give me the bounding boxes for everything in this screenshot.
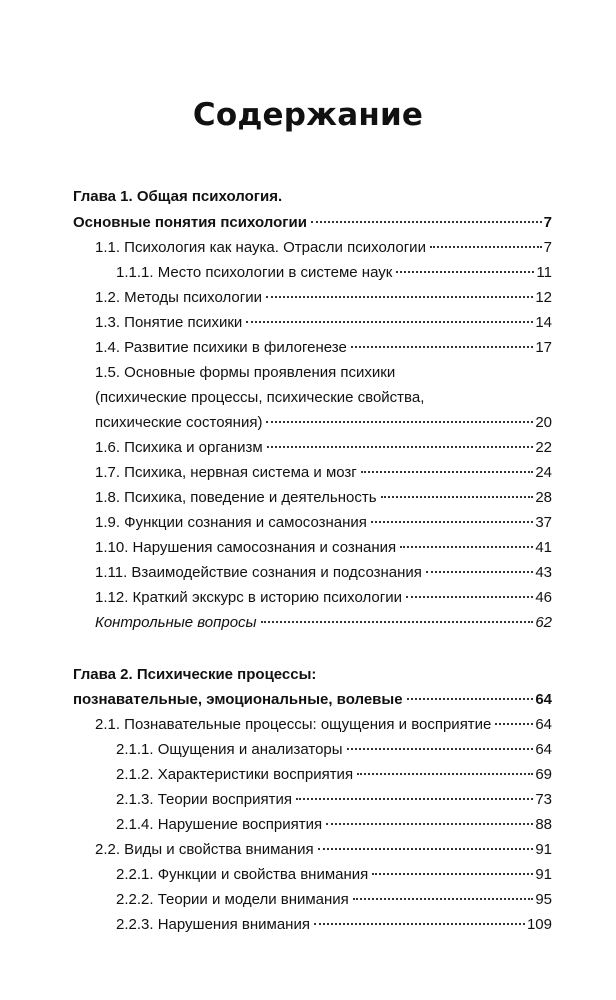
toc-page-number: 46 bbox=[535, 589, 552, 606]
toc-entry-title: Глава 1. Общая психология. bbox=[73, 188, 283, 205]
toc-page-number: 37 bbox=[535, 514, 552, 531]
toc-page-number: 41 bbox=[535, 539, 552, 556]
toc-entry bbox=[116, 788, 552, 812]
toc-leader-dots bbox=[426, 571, 533, 573]
toc-leader-dots bbox=[296, 798, 533, 800]
toc-page-number: 95 bbox=[535, 891, 552, 908]
toc-entry bbox=[95, 311, 552, 335]
toc-entry-title: 1.1. Психология как наука. Отрасли психологии bbox=[95, 239, 426, 256]
toc-entry-title: 1.10. Нарушения самосознания и сознания bbox=[95, 539, 397, 556]
toc-entry-title: 2.1.1. Ощущения и анализаторы bbox=[116, 741, 343, 758]
toc-entry-title: 2.2.1. Функции и свойства внимания bbox=[116, 866, 369, 883]
toc-entry-title: 2.1.2. Характеристики восприятия bbox=[116, 766, 354, 783]
toc-entry bbox=[116, 888, 552, 912]
toc-entry-title: 1.5. Основные формы проявления психики bbox=[95, 364, 396, 381]
toc-page-number: 22 bbox=[535, 439, 552, 456]
toc-entry-title: психические состояния) bbox=[95, 414, 263, 431]
toc-entry-title: Контрольные вопросы bbox=[95, 614, 257, 631]
toc-entry bbox=[73, 663, 552, 687]
toc-entry bbox=[95, 486, 552, 510]
toc-leader-dots bbox=[495, 723, 533, 725]
page-title: Содержание bbox=[192, 97, 424, 133]
toc-leader-dots bbox=[347, 748, 534, 750]
toc-entry-title: 1.12. Краткий экскурс в историю психологии bbox=[95, 589, 402, 606]
toc-entry bbox=[116, 913, 552, 937]
toc-leader-dots bbox=[372, 873, 533, 875]
toc-entry bbox=[95, 411, 552, 435]
toc-leader-dots bbox=[361, 471, 534, 473]
toc-entry-title: 1.7. Психика, нервная система и мозг bbox=[95, 464, 357, 481]
toc-page-number: 24 bbox=[535, 464, 552, 481]
toc-leader-dots bbox=[396, 271, 534, 273]
toc-entry bbox=[116, 863, 552, 887]
toc-page-number: 12 bbox=[535, 289, 552, 306]
toc-page-number: 64 bbox=[535, 716, 552, 733]
toc-entry bbox=[116, 813, 552, 837]
toc-entry-title: 1.6. Психика и организм bbox=[95, 439, 263, 456]
toc-page-number: 91 bbox=[535, 841, 552, 858]
toc-entry bbox=[95, 561, 552, 585]
toc-leader-dots bbox=[351, 346, 534, 348]
toc-entry bbox=[95, 436, 552, 460]
toc-page-number: 28 bbox=[535, 489, 552, 506]
toc-entry-title: 1.2. Методы психологии bbox=[95, 289, 262, 306]
toc-entry bbox=[95, 511, 552, 535]
toc-entry-title: 1.4. Развитие психики в филогенезе bbox=[95, 339, 347, 356]
toc-entry-title: 2.1. Познавательные процессы: ощущения и восприятие bbox=[95, 716, 492, 733]
toc-leader-dots bbox=[406, 596, 533, 598]
toc-entry bbox=[95, 713, 552, 737]
toc-entry-title: Основные понятия психологии bbox=[73, 214, 307, 231]
toc-entry-title: 1.11. Взаимодействие сознания и подсознания bbox=[95, 564, 422, 581]
toc-leader-dots bbox=[261, 621, 534, 623]
toc-leader-dots bbox=[430, 246, 542, 248]
toc-page-number: 64 bbox=[535, 691, 552, 708]
toc-page-number: 20 bbox=[535, 414, 552, 431]
toc-entry bbox=[95, 361, 552, 385]
toc-page-number: 88 bbox=[535, 816, 552, 833]
toc-entry-title: 1.3. Понятие психики bbox=[95, 314, 243, 331]
toc-entry bbox=[95, 838, 552, 862]
toc-leader-dots bbox=[381, 496, 534, 498]
toc-entry bbox=[116, 261, 552, 285]
toc-entry bbox=[73, 688, 552, 712]
toc-entry bbox=[95, 336, 552, 360]
toc-leader-dots bbox=[353, 898, 534, 900]
toc-page-number: 64 bbox=[535, 741, 552, 758]
toc-entry-title: 2.2.2. Теории и модели внимания bbox=[116, 891, 349, 908]
toc-leader-dots bbox=[311, 221, 542, 223]
toc-leader-dots bbox=[246, 321, 533, 323]
toc-entry bbox=[95, 586, 552, 610]
toc-leader-dots bbox=[267, 446, 534, 448]
toc-entry bbox=[73, 185, 552, 209]
toc-page-number: 14 bbox=[535, 314, 552, 331]
toc-entry-title: 2.2. Виды и свойства внимания bbox=[95, 841, 314, 858]
toc-entry bbox=[95, 236, 552, 260]
toc-leader-dots bbox=[266, 421, 533, 423]
toc-entry-title: 2.2.3. Нарушения внимания bbox=[116, 916, 310, 933]
toc-leader-dots bbox=[400, 546, 533, 548]
toc-leader-dots bbox=[266, 296, 533, 298]
toc-entry-title: (психические процессы, психические свойства, bbox=[95, 389, 425, 406]
toc-entry bbox=[116, 738, 552, 762]
toc-entry bbox=[73, 211, 552, 235]
toc-entry bbox=[116, 763, 552, 787]
toc-entry bbox=[95, 536, 552, 560]
toc-leader-dots bbox=[326, 823, 533, 825]
toc-leader-dots bbox=[407, 698, 534, 700]
toc-leader-dots bbox=[371, 521, 533, 523]
toc-page-number: 73 bbox=[535, 791, 552, 808]
toc-leader-dots bbox=[314, 923, 525, 925]
toc-leader-dots bbox=[318, 848, 534, 850]
toc-entry bbox=[95, 286, 552, 310]
toc-entry bbox=[95, 611, 552, 635]
toc-page-number: 17 bbox=[535, 339, 552, 356]
toc-entry-title: 2.1.4. Нарушение восприятия bbox=[116, 816, 323, 833]
toc-page-number: 109 bbox=[526, 916, 552, 933]
toc-page-number: 11 bbox=[536, 264, 552, 281]
toc-leader-dots bbox=[357, 773, 533, 775]
toc-page-number: 43 bbox=[535, 564, 552, 581]
toc-entry-title: 2.1.3. Теории восприятия bbox=[116, 791, 292, 808]
toc-page-number: 62 bbox=[535, 614, 552, 631]
toc-entry-title: Глава 2. Психические процессы: bbox=[73, 666, 317, 683]
toc-entry-title: познавательные, эмоциональные, волевые bbox=[73, 691, 403, 708]
toc-page-number: 91 bbox=[535, 866, 552, 883]
toc-entry-title: 1.9. Функции сознания и самосознания bbox=[95, 514, 367, 531]
toc-entry bbox=[95, 461, 552, 485]
toc-entry-title: 1.1.1. Место психологии в системе наук bbox=[116, 264, 393, 281]
toc-page-number: 69 bbox=[535, 766, 552, 783]
toc-entry-title: 1.8. Психика, поведение и деятельность bbox=[95, 489, 377, 506]
toc-page-number: 7 bbox=[543, 239, 552, 256]
toc-entry bbox=[95, 386, 552, 410]
toc-page-number: 7 bbox=[543, 214, 552, 231]
